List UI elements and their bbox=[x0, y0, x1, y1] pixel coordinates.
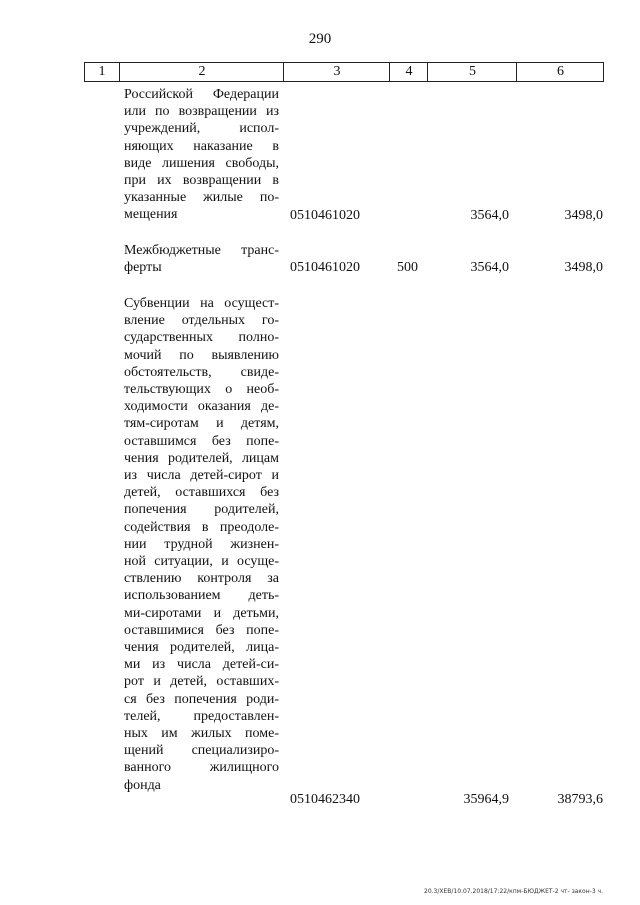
row-name-line: указанные жилые по- bbox=[124, 190, 279, 206]
row-value-1: 35964,9 bbox=[463, 792, 509, 807]
row-name-line: телей, предоставлен- bbox=[124, 708, 279, 724]
table-header-row bbox=[84, 62, 604, 82]
row-code: 0510461020 bbox=[290, 260, 360, 275]
row-value-2: 38793,6 bbox=[557, 792, 603, 807]
row-name-line: ми-сиротами и детьми, bbox=[124, 605, 279, 621]
row-name-line: чения родителей, лицам bbox=[124, 450, 279, 466]
row-name-line: ванного жилищного bbox=[124, 760, 279, 776]
row-name bbox=[124, 295, 279, 794]
row-name-line: сударственных полно- bbox=[124, 330, 279, 346]
header-cell-3: 3 bbox=[283, 63, 390, 81]
row-name-line: учреждений, испол- bbox=[124, 121, 279, 137]
row-name-line: чения родителей, лица- bbox=[124, 640, 279, 656]
row-name-line: Субвенции на осущест- bbox=[124, 296, 279, 311]
row-code: 0510461020 bbox=[290, 208, 360, 223]
row-name-line: или по возвращении из bbox=[124, 104, 279, 120]
row-name-line: виде лишения свободы, bbox=[124, 155, 279, 171]
header-cell-6: 6 bbox=[516, 63, 604, 81]
row-name-line: ходимости оказания де- bbox=[124, 399, 279, 415]
page-number: 290 bbox=[308, 31, 332, 47]
header-cell-2: 2 bbox=[119, 63, 284, 81]
row-name-line: фонда bbox=[124, 777, 161, 793]
row-name-line: вление отдельных го- bbox=[124, 313, 279, 329]
row-value-2: 3498,0 bbox=[564, 260, 603, 275]
row-name-line: щений специализиро- bbox=[124, 743, 279, 759]
row-name-line: обстоятельств, свиде- bbox=[124, 364, 279, 380]
row-name-line: ной ситуации, и осуще- bbox=[124, 554, 279, 570]
row-name-line: ных им жилых помe- bbox=[124, 726, 279, 742]
header-cell-1: 1 bbox=[98, 64, 106, 79]
row-name-line: Российской Федерации bbox=[124, 87, 279, 102]
row-name-line: няющих наказание в bbox=[124, 138, 279, 154]
row-name-line: детей, оставшихся без bbox=[124, 485, 279, 501]
row-code: 0510462340 bbox=[290, 792, 360, 807]
row-name-line: при их возвращении в bbox=[124, 173, 279, 189]
row-value-1: 3564,0 bbox=[470, 260, 509, 275]
row-name bbox=[124, 86, 279, 224]
row-name-line: рот и детей, оставших- bbox=[124, 674, 279, 690]
row-name-line: ствлению контроля за bbox=[124, 571, 279, 587]
row-name bbox=[124, 242, 279, 276]
row-name-line: тельствующих о необ- bbox=[124, 382, 279, 398]
document-footer-stamp: 20.3/ХЕВ/10.07.2018/17:22/кпм-БЮДЖЕТ-2 чт- закон-3 ч. bbox=[424, 888, 603, 895]
row-name-line: содействия в преодоле- bbox=[124, 519, 279, 535]
row-name-line: мочий по выявлению bbox=[124, 347, 279, 363]
row-name-line: ми из числа детей-си- bbox=[124, 657, 279, 673]
row-type: 500 bbox=[397, 260, 418, 275]
row-name-line: использованием деть- bbox=[124, 588, 279, 604]
row-name-line: мещения bbox=[124, 207, 178, 223]
row-value-1: 3564,0 bbox=[470, 208, 509, 223]
row-name-line: ферты bbox=[124, 260, 162, 276]
row-name-line: попечения родителей, bbox=[124, 502, 279, 518]
header-cell-4: 4 bbox=[389, 63, 428, 81]
row-name-line: из числа детей-сирот и bbox=[124, 468, 279, 484]
row-name-line: Межбюджетные транс- bbox=[124, 243, 279, 258]
row-name-line: ся без попечения роди- bbox=[124, 691, 279, 707]
row-value-2: 3498,0 bbox=[564, 208, 603, 223]
row-name-line: оставшимися без попе- bbox=[124, 622, 279, 638]
row-name-line: тям-сиротам и детям, bbox=[124, 416, 279, 432]
header-cell-5: 5 bbox=[427, 63, 517, 81]
row-name-line: оставшимся без попе- bbox=[124, 433, 279, 449]
row-name-line: нии трудной жизнен- bbox=[124, 536, 279, 552]
